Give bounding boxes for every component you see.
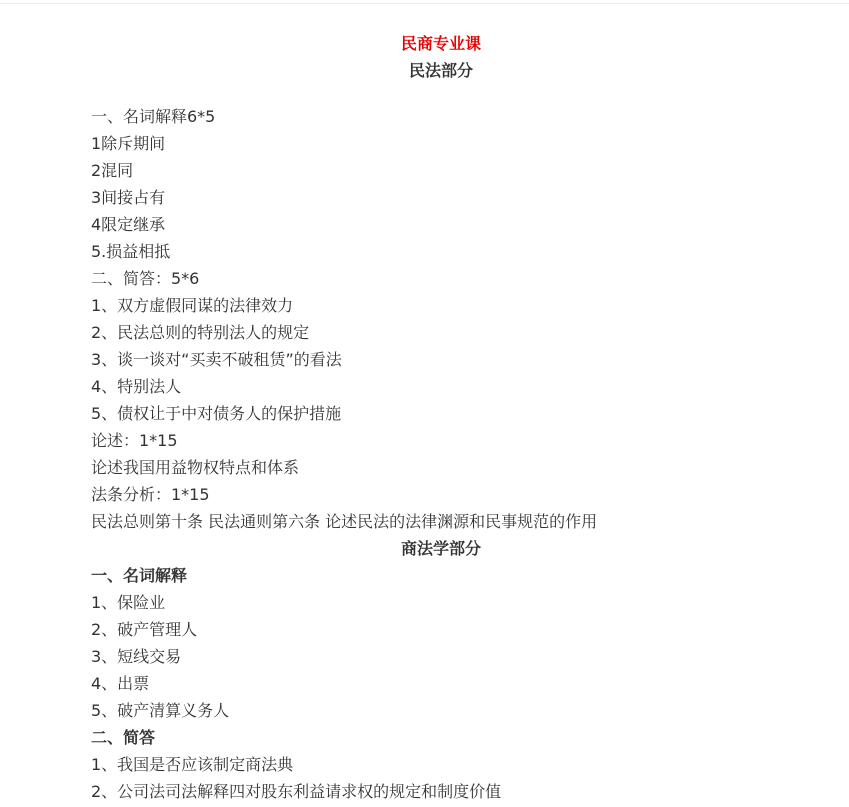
list-item: 论述我国用益物权特点和体系	[91, 458, 300, 477]
civil-law-heading: 民法部分	[408, 61, 473, 80]
document-body	[91, 30, 791, 805]
list-item: 3、短线交易	[91, 647, 182, 666]
list-item: 3间接占有	[91, 188, 166, 207]
list-item: 1除斥期间	[91, 134, 166, 153]
section-title: 二、简答	[91, 728, 156, 747]
list-item: 民法总则第十条 民法通则第六条 论述民法的法律渊源和民事规范的作用	[91, 512, 598, 531]
course-title: 民商专业课	[400, 34, 481, 53]
list-item: 1、双方虚假同谋的法律效力	[91, 296, 294, 315]
list-item: 4、出票	[91, 674, 150, 693]
section-title: 法条分析：1*15	[91, 485, 210, 504]
list-item: 5、破产清算义务人	[91, 701, 230, 720]
list-item: 2、民法总则的特别法人的规定	[91, 323, 310, 342]
section-title: 一、名词解释6*5	[91, 107, 216, 126]
list-item: 4限定继承	[91, 215, 166, 234]
list-item: 4、特别法人	[91, 377, 182, 396]
spacer	[91, 84, 791, 103]
top-divider	[0, 3, 849, 4]
commercial-law-heading: 商法学部分	[400, 539, 481, 558]
section-title: 二、简答：5*6	[91, 269, 200, 288]
list-item: 5.损益相抵	[91, 242, 171, 261]
section-title: 论述：1*15	[91, 431, 178, 450]
list-item: 2混同	[91, 161, 134, 180]
list-item: 1、我国是否应该制定商法典	[91, 755, 294, 774]
list-item: 5、债权让于中对债务人的保护措施	[91, 404, 342, 423]
list-item: 2、公司法司法解释四对股东利益请求权的规定和制度价值	[91, 782, 502, 801]
list-item: 1、保险业	[91, 593, 166, 612]
list-item: 3、谈一谈对“买卖不破租赁”的看法	[91, 350, 342, 369]
list-item: 2、破产管理人	[91, 620, 198, 639]
section-title: 一、名词解释	[91, 566, 188, 585]
